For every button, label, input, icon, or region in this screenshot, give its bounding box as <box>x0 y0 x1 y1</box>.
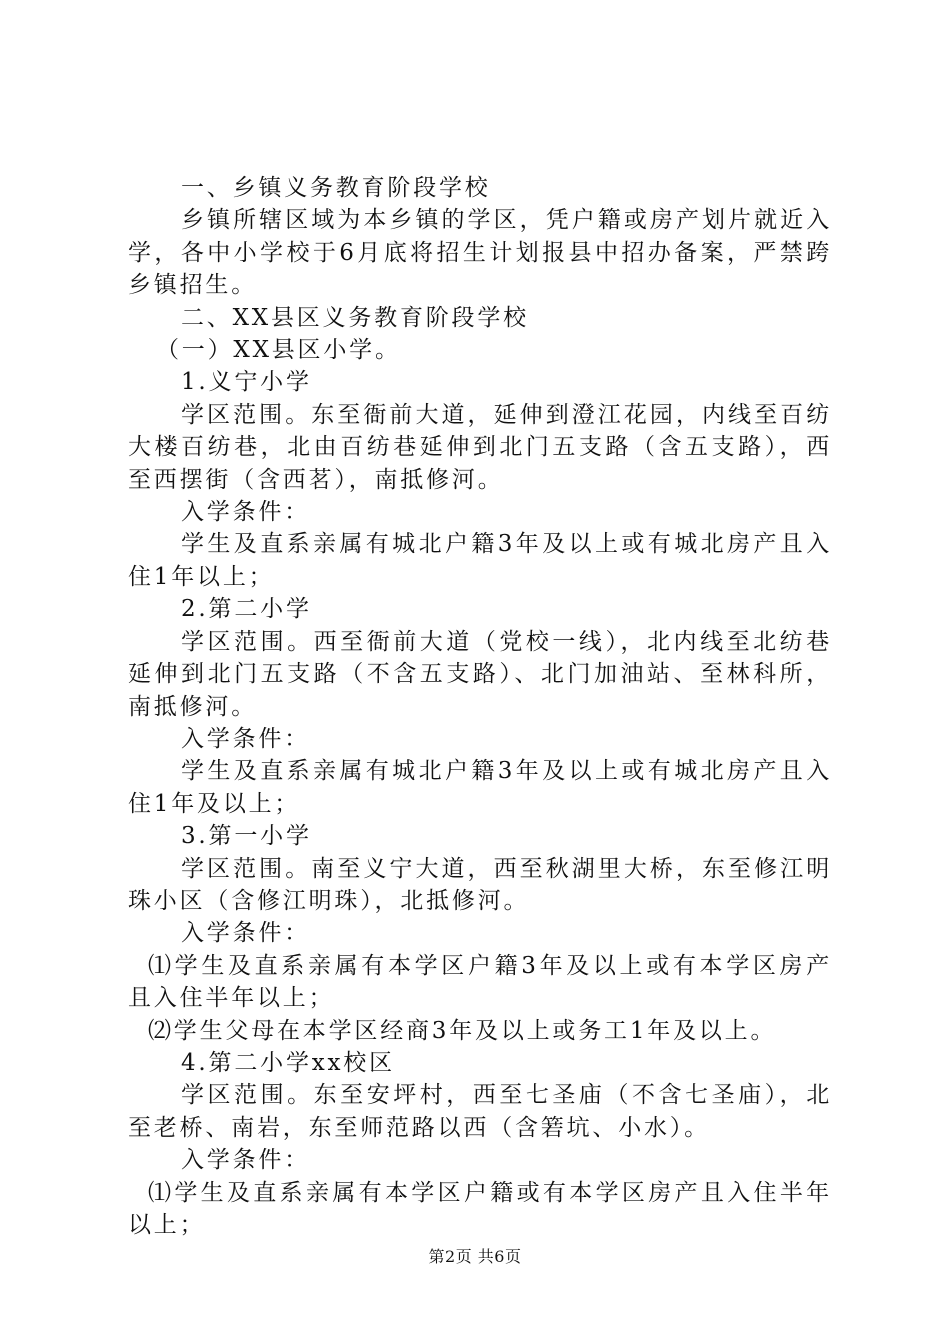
paragraph: 学生及直系亲属有城北户籍3年及以上或有城北房产且入住1年及以上； <box>128 758 832 817</box>
section-heading: 一、乡镇义务教育阶段学校 <box>181 175 491 201</box>
condition-label: 入学条件： <box>181 920 310 947</box>
condition-item: ⑴学生及直系亲属有本学区户籍或有本学区房产且入住半年以上； <box>128 1179 832 1238</box>
paragraph: 学区范围。南至义宁大道，西至秋湖里大桥，东至修江明珠小区（含修江明珠），北抵修河。 <box>128 855 832 914</box>
school-heading: 1.义宁小学 <box>181 369 312 396</box>
section-heading: 二、XX县区义务教育阶段学校 <box>181 304 529 331</box>
page-footer: 第2页 共6页 <box>428 1247 522 1266</box>
condition-item: ⑴学生及直系亲属有本学区户籍3年及以上或有本学区房产且入住半年以上； <box>128 952 832 1012</box>
paragraph: 乡镇所辖区域为本乡镇的学区，凭户籍或房产划片就近入学，各中小学校于6月底将招生计划报县中招办备案，严禁跨乡镇招生。 <box>128 207 832 299</box>
document-body <box>128 172 832 1241</box>
school-heading: 2.第二小学 <box>181 596 312 623</box>
condition-label: 入学条件： <box>181 725 310 752</box>
school-heading: 3.第一小学 <box>181 823 312 850</box>
school-heading: 4.第二小学xx校区 <box>181 1049 395 1076</box>
paragraph: 学区范围。东至安坪村，西至七圣庙（不含七圣庙），北至老桥、南岩，东至师范路以西（含箬坑、小水）。 <box>128 1082 832 1141</box>
paragraph: 学生及直系亲属有城北户籍3年及以上或有城北房产且入住1年以上； <box>128 531 832 590</box>
condition-label: 入学条件： <box>181 499 310 526</box>
condition-item: ⑵学生父母在本学区经商3年及以上或务工1年及以上。 <box>148 1017 777 1044</box>
paragraph: 学区范围。西至衙前大道（党校一线），北内线至北纺巷延伸到北门五支路（不含五支路）、北门加油站、至林科所，南抵修河。 <box>128 628 832 720</box>
subsection-heading: （一）XX县区小学。 <box>156 337 401 364</box>
condition-label: 入学条件： <box>181 1147 310 1174</box>
paragraph: 学区范围。东至衙前大道，延伸到澄江花园，内线至百纺大楼百纺巷，北由百纺巷延伸到北门五支路（含五支路），西至西摆街（含西茗），南抵修河。 <box>128 401 832 493</box>
